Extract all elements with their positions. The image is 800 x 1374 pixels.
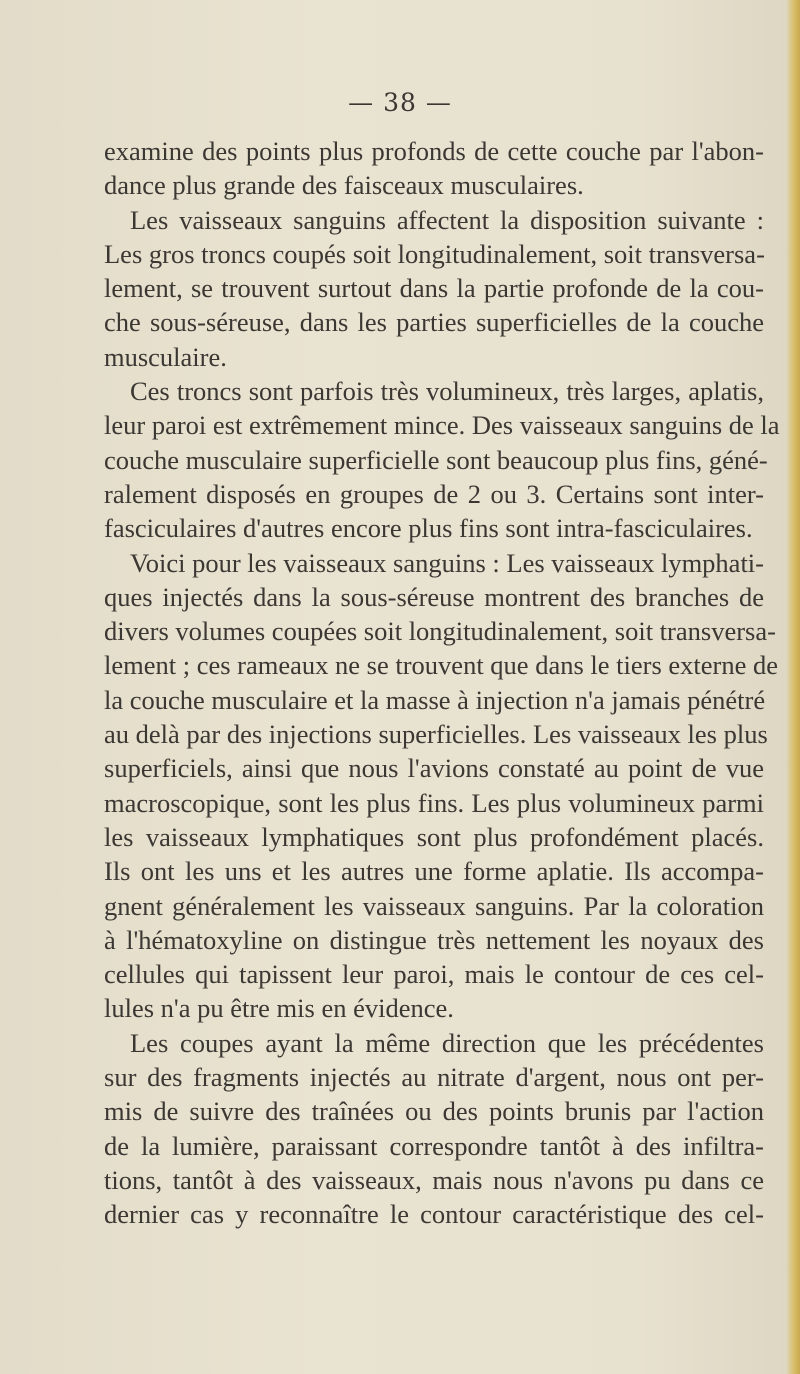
text-line: Ils ont les uns et les autres une forme aplatie. Ils accompa-: [104, 856, 764, 887]
text-line: Ces troncs sont parfois très volumineux, très larges, aplatis,: [130, 376, 764, 407]
text-line: musculaire.: [104, 341, 227, 372]
text-line: couche musculaire superficielle sont beaucoup plus fins, géné-: [104, 444, 768, 475]
text-line: ques injectés dans la sous-séreuse montrent des branches de: [104, 581, 764, 612]
text-line: fasciculaires d'autres encore plus fins sont intra-fasciculaires.: [104, 513, 753, 544]
text-line: à l'hématoxyline on distingue très nettement les noyaux des: [104, 924, 764, 955]
text-line: leur paroi est extrêmement mince. Des vaisseaux sanguins de la: [104, 410, 780, 441]
text-line: gnent généralement les vaisseaux sanguins. Par la coloration: [104, 890, 764, 921]
text-line: dernier cas y reconnaître le contour caractéristique des cel-: [104, 1199, 764, 1230]
text-line: Les vaisseaux sanguins affectent la disposition suivante :: [130, 204, 764, 235]
text-line: Les gros troncs coupés soit longitudinalement, soit transversa-: [104, 238, 765, 269]
text-line: mis de suivre des traînées ou des points brunis par l'action: [104, 1096, 764, 1127]
text-line: macroscopique, sont les plus fins. Les plus volumineux parmi: [104, 787, 764, 818]
text-line: che sous-séreuse, dans les parties superficielles de la couche: [104, 307, 764, 338]
page-number: — 38 —: [348, 88, 452, 117]
body-text: [104, 134, 780, 1232]
text-line: Voici pour les vaisseaux sanguins : Les vaisseaux lymphati-: [130, 547, 764, 578]
text-line: au delà par des injections superficielles. Les vaisseaux les plus: [104, 719, 768, 750]
text-line: les vaisseaux lymphatiques sont plus profondément placés.: [104, 821, 764, 852]
text-line: sur des fragments injectés au nitrate d'argent, nous ont per-: [104, 1062, 764, 1093]
text-line: de la lumière, paraissant correspondre tantôt à des infiltra-: [104, 1130, 764, 1161]
text-line: cellules qui tapissent leur paroi, mais le contour de ces cel-: [104, 959, 764, 990]
text-line: superficiels, ainsi que nous l'avions constaté au point de vue: [104, 753, 764, 784]
text-line: divers volumes coupées soit longitudinalement, soit transversa-: [104, 616, 776, 647]
text-line: ralement disposés en groupes de 2 ou 3. Certains sont inter-: [104, 478, 764, 509]
text-line: lement, se trouvent surtout dans la partie profonde de la cou-: [104, 273, 764, 304]
text-line: dance plus grande des faisceaux musculaires.: [104, 170, 584, 201]
text-line: tions, tantôt à des vaisseaux, mais nous n'avons pu dans ce: [104, 1164, 764, 1195]
text-line: la couche musculaire et la masse à injection n'a jamais pénétré: [104, 684, 766, 715]
text-line: Les coupes ayant la même direction que les précédentes: [130, 1027, 764, 1058]
page-edge: [786, 0, 800, 1374]
text-line: lules n'a pu être mis en évidence.: [104, 993, 454, 1024]
text-line: examine des points plus profonds de cette couche par l'abon-: [104, 136, 764, 166]
text-line: lement ; ces rameaux ne se trouvent que dans le tiers externe de: [104, 650, 779, 681]
